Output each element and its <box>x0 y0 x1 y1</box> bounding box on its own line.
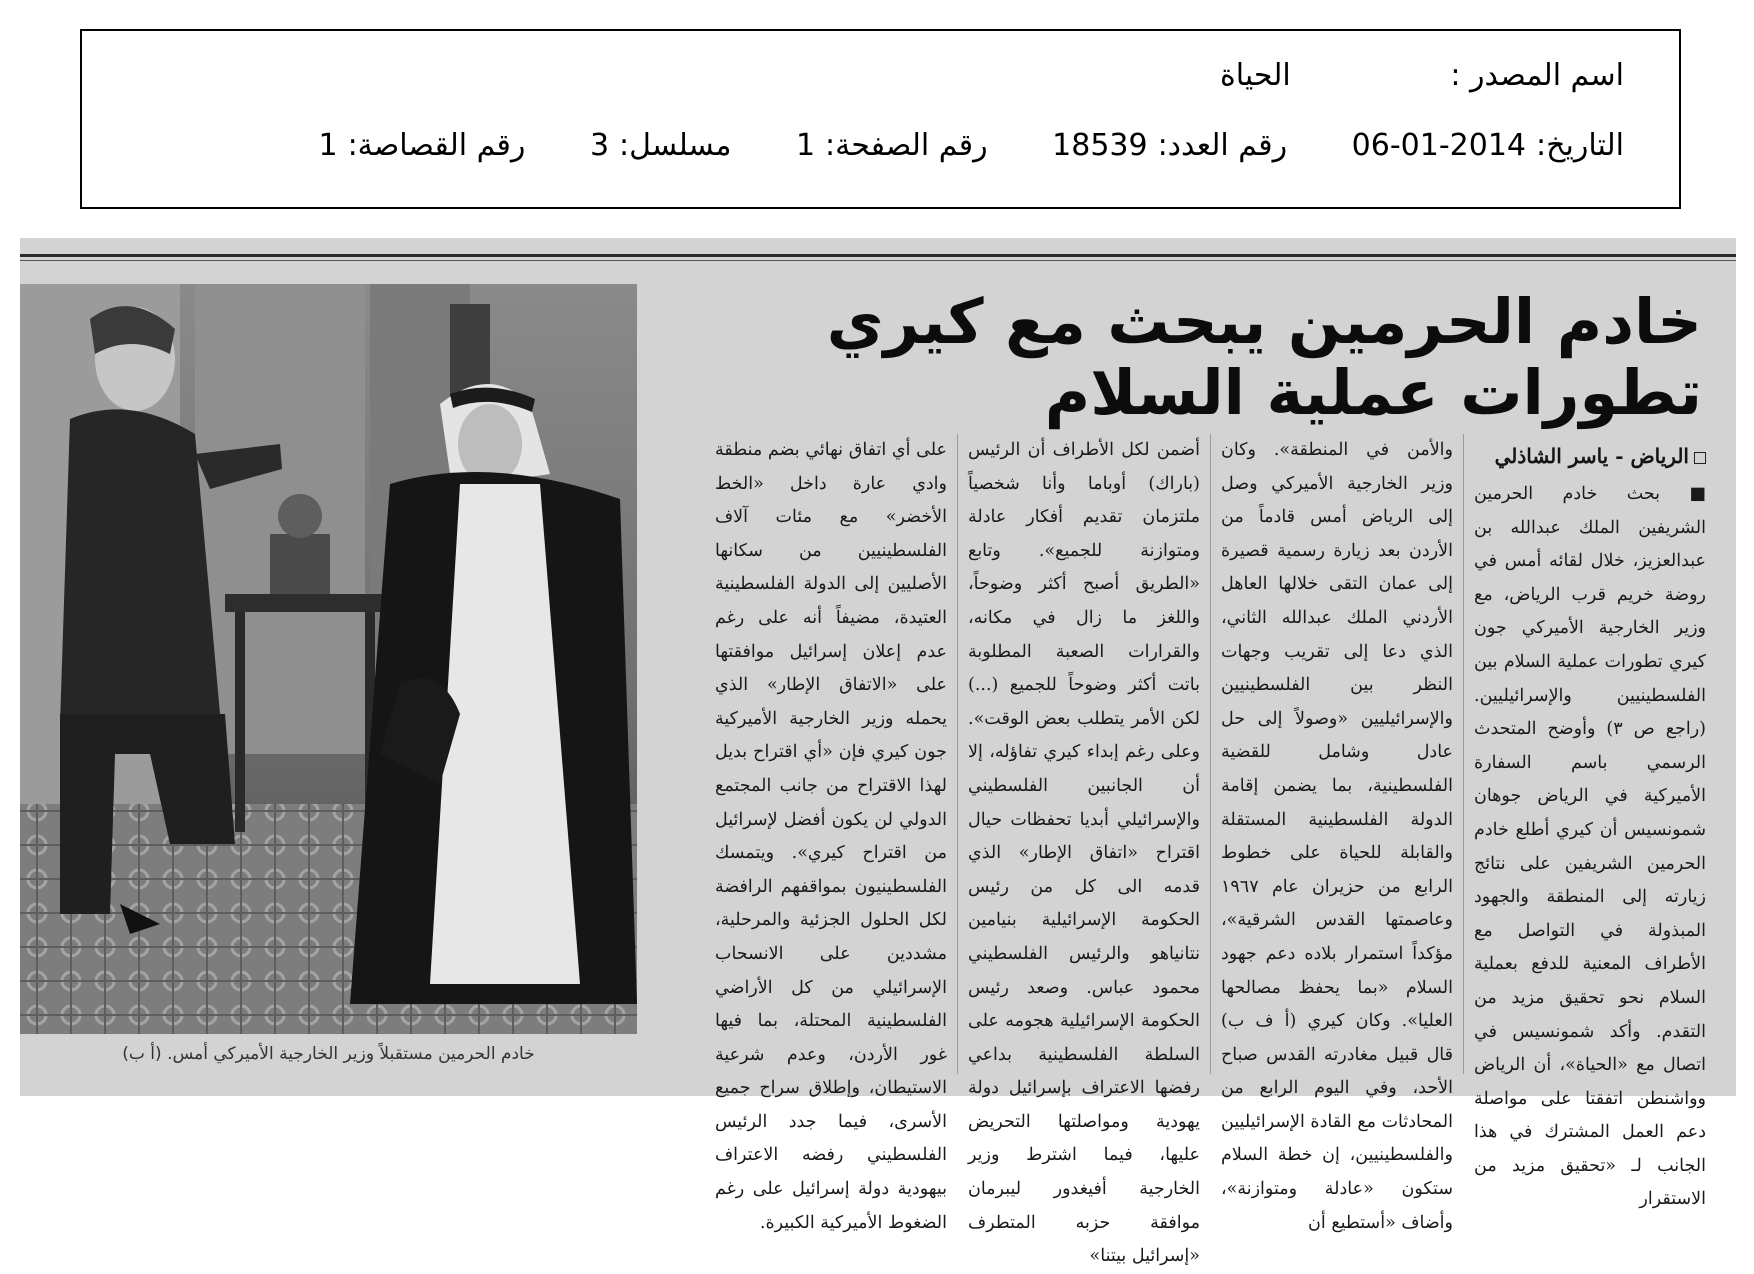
source-label: اسم المصدر : <box>1450 58 1624 93</box>
clip-value: 1 <box>318 128 338 163</box>
article-column-4 <box>715 434 947 1233</box>
source-value: الحياة <box>1220 58 1291 93</box>
source-row <box>1220 58 1624 93</box>
top-rule <box>20 254 1736 257</box>
column-separator <box>1463 434 1464 1074</box>
column-1-text: ■ بحث خادم الحرمين الشريفين الملك عبدالله بن عبدالعزيز، خلال لقائه أمس في روضة خريم قرب الرياض، مع وزير الخارجية الأميركي جون كيري تطورات عملية السلام بين الفلسطينيين والإسرائيليين. (راجع ص ٣) وأوضح المتحدث الرسمي باسم السفارة الأميركية في الرياض جوهان شمونسيس أن كيري أطلع خادم الحرمين الشريفين على نتائج زيارته إلى المنطقة والجهود المبذولة في التواصل مع الأطراف المعنية للدفع بعملية السلام نحو تحقيق مزيد من التقدم. وأكد شمونسيس في اتصال مع «الحياة»، أن الرياض وواشنطن اتفقتا على مواصلة دعم العمل المشترك في هذا الجانب لـ «تحقيق مزيد من الاستقرار <box>1474 484 1707 1210</box>
article-column-3 <box>968 434 1200 1267</box>
column-separator <box>1210 434 1211 1074</box>
photo-illustration <box>20 284 637 1034</box>
headline: خادم الحرمين يبحث مع كيري تطورات عملية السلام <box>826 285 1702 430</box>
column-3-text: أضمن لكل الأطراف أن الرئيس (باراك) أوباما وأنا شخصياً ملتزمان تقديم أفكار عادلة ومتوازنة للجميع». وتابع «الطريق أصبح أكثر وضوحاً، واللغز ما زال في مكانه، والقرارات الصعبة المطلوبة باتت أكثر وضوحاً للجميع (...) لكن الأمر يتطلب بعض الوقت». وعلى رغم إبداء كيري تفاؤله، إلا أن الجانبين الفلسطيني والإسرائيلي أبديا تحفظات حيال اقتراح «اتفاق الإطار» الذي قدمه الى كل من رئيس الحكومة الإسرائيلية بنيامين نتانياهو والرئيس الفلسطيني محمود عباس. وصعد رئيس الحكومة الإسرائيلية هجومه على السلطة الفلسطينية بداعي رفضها الاعتراف بإسرائيل دولة يهودية ومواصلتها التحريض عليها، فيما اشترط وزير الخارجية أفيغدور ليبرمان موافقة حزبه المتطرف «إسرائيل بيتنا» <box>968 440 1200 1267</box>
byline <box>1486 444 1706 468</box>
byline-box-icon <box>1694 452 1706 464</box>
article-column-2 <box>1221 434 1453 1233</box>
serial-value: 3 <box>589 128 610 163</box>
issue-value: 18539 <box>1052 128 1148 163</box>
date-value: 2014-01-06 <box>1351 128 1527 163</box>
clip-label: رقم القصاصة: <box>347 128 526 163</box>
date-label: التاريخ: <box>1536 128 1624 163</box>
byline-text: الرياض - ياسر الشاذلي <box>1494 444 1689 468</box>
column-4-text: على أي اتفاق نهائي بضم منطقة وادي عارة داخل «الخط الأخضر» مع مئات آلاف الفلسطينيين من سكانها الأصليين إلى الدولة الفلسطينية العتيدة، مضيفاً أنه على رغم عدم إعلان إسرائيل موافقتها على «الاتفاق الإطار» الذي يحمله وزير الخارجية الأميركية جون كيري فإن «أي اقتراح بديل لهذا الاقتراح من جانب المجتمع الدولي لن يكون أفضل لإسرائيل من اقتراح كيري». ويتمسك الفلسطينيون بمواقفهم الرافضة لكل الحلول الجزئية والمرحلية، مشددين على الانسحاب الإسرائيلي من كل الأراضي الفلسطينية المحتلة، بما فيها غور الأردن، وعدم شرعية الاستيطان، وإطلاق سراح جميع الأسرى، فيما جدد الرئيس الفلسطيني رفضه الاعتراف بيهودية دولة إسرائيل على رغم الضغوط الأميركية الكبيرة. <box>715 440 947 1233</box>
page-value: 1 <box>795 128 816 163</box>
serial-field <box>590 128 731 163</box>
page-field <box>796 128 988 163</box>
clip-field <box>318 128 525 163</box>
page-label: رقم الصفحة: <box>825 128 988 163</box>
metadata-box <box>80 29 1681 209</box>
top-rule-thin <box>20 260 1736 261</box>
date-field <box>1352 128 1624 163</box>
news-photo <box>20 284 637 1034</box>
photo-caption: خادم الحرمين مستقبلاً وزير الخارجية الأميركي أمس. (أ ب) <box>122 1044 535 1064</box>
column-separator <box>957 434 958 1074</box>
issue-label: رقم العدد: <box>1157 128 1288 163</box>
newspaper-clipping <box>20 238 1736 1267</box>
details-row <box>263 128 1624 163</box>
serial-label: مسلسل: <box>619 128 732 163</box>
column-2-text: والأمن في المنطقة». وكان وزير الخارجية الأميركي وصل إلى الرياض أمس قادماً من الأردن بعد زيارة رسمية قصيرة إلى عمان التقى خلالها العاهل الأردني الملك عبدالله الثاني، الذي دعا إلى تقريب وجهات النظر بين الفلسطينيين والإسرائيليين «وصولاً إلى حل عادل وشامل للقضية الفلسطينية، بما يضمن إقامة الدولة الفلسطينية المستقلة والقابلة للحياة على خطوط الرابع من حزيران عام ١٩٦٧ وعاصمتها القدس الشرقية»، مؤكداً استمرار بلاده دعم جهود السلام «بما يحفظ مصالحها العليا». وكان كيري (أ ف ب) قال قبيل مغادرته القدس صباح الأحد، وفي اليوم الرابع من المحادثات مع القادة الإسرائيليين والفلسطينيين، إن خطة السلام ستكون «عادلة ومتوازنة»، وأضاف «أستطيع أن <box>1221 440 1453 1233</box>
article-column-1 <box>1474 478 1707 1210</box>
issue-field <box>1052 128 1287 163</box>
